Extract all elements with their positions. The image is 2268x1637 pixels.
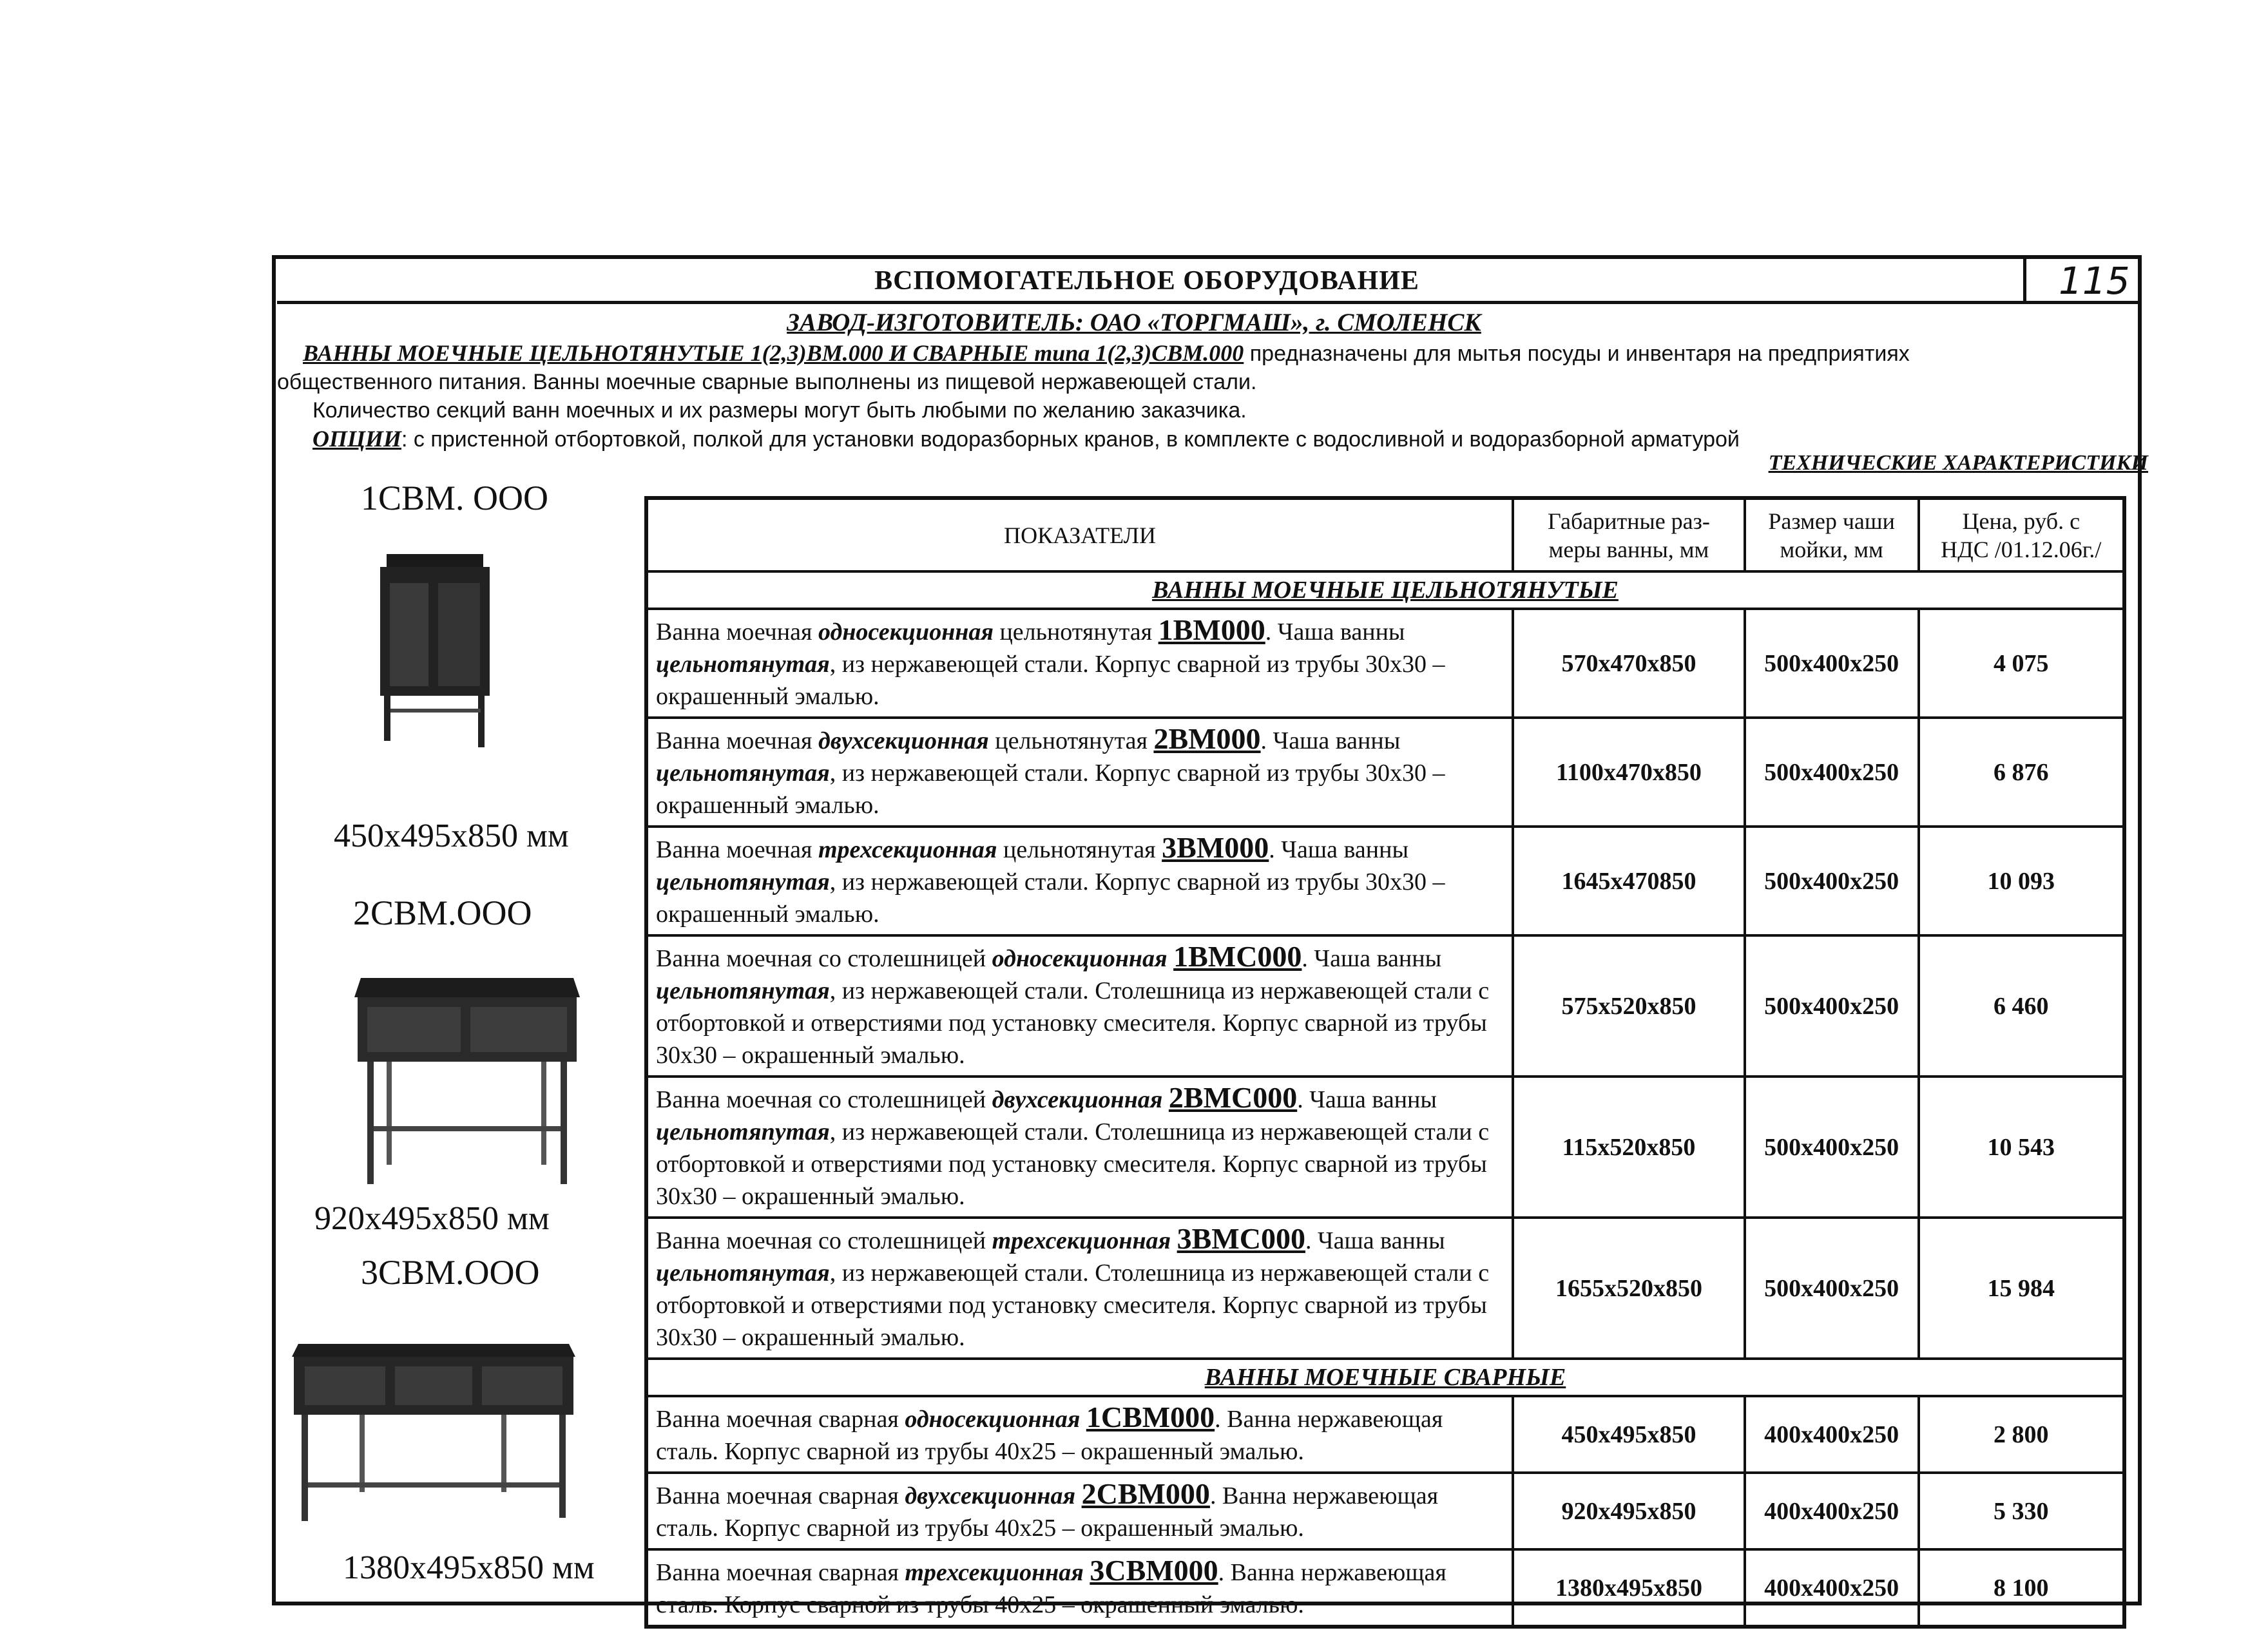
desc-model-code: 1ВМ000 — [1158, 613, 1265, 646]
section-row-seamless — [646, 571, 2124, 609]
desc-prefix: Ванна моечная сварная — [656, 1406, 905, 1433]
header-dimensions — [1513, 498, 1745, 571]
product-size-1: 450х495х850 мм — [334, 818, 569, 854]
cell-price: 4 075 — [1919, 609, 2124, 718]
desc-rest: . Ванна нержавеющая сталь. Корпус сварной из трубы 40х25 – окрашенный эмалью. — [656, 1406, 1443, 1465]
cell-dimensions: 1655х520х850 — [1513, 1218, 1745, 1359]
desc-middle: цельнотянутая — [988, 727, 1154, 754]
header-dimensions-line-1: Габаритные раз- — [1548, 508, 1710, 534]
cell-bowl-size: 400х400х250 — [1745, 1473, 1919, 1549]
purpose-text-b: общественного питания. Ванны моечные сварные выполнены из пищевой нержавеющей стали. — [277, 370, 1257, 394]
row-description — [646, 609, 1513, 718]
header-price-line-1: Цена, руб. с — [1962, 508, 2081, 534]
desc-middle: цельнотянутая — [997, 836, 1162, 863]
cell-price: 5 330 — [1919, 1473, 2124, 1549]
row-description — [646, 1396, 1513, 1473]
product-model-1: 1СВМ. ООО — [361, 479, 549, 517]
desc-rest: , из нержавеющей стали. Столешница из нержавеющей стали с отбортовкой и отверстиями под установку смесителя. Корпус сварной из трубы 30х30 – окрашенный эмалью. — [656, 1259, 1490, 1351]
desc-section-type: односекционная — [905, 1406, 1081, 1433]
cell-bowl-size: 500х400х250 — [1745, 718, 1919, 827]
page-number: 115 — [2059, 259, 2130, 303]
desc-section-type: односекционная — [818, 618, 994, 646]
product-model-3: 3СВМ.ООО — [361, 1253, 540, 1292]
header-price-line-2: НДС /01.12.06г./ — [1941, 536, 2102, 562]
desc-model-code: 1СВМ000 — [1086, 1401, 1215, 1433]
table-row — [646, 609, 2124, 718]
section-title-seamless: ВАННЫ МОЕЧНЫЕ ЦЕЛЬНОТЯНУТЫЕ — [646, 571, 2124, 609]
product-size-3: 1380х495х850 мм — [343, 1549, 595, 1586]
cell-bowl-size: 500х400х250 — [1745, 935, 1919, 1077]
cell-dimensions: 115х520х850 — [1513, 1077, 1745, 1218]
intro-text — [277, 339, 2133, 454]
row-description — [646, 1218, 1513, 1359]
desc-section-type: трехсекционная — [905, 1559, 1084, 1586]
table-row — [646, 1549, 2124, 1627]
washing-bath-2-illustration — [348, 972, 586, 1191]
desc-bowl-kind: цельнотянутая — [656, 868, 830, 895]
cell-dimensions: 1380х495х850 — [1513, 1549, 1745, 1627]
cell-dimensions: 1645х470850 — [1513, 827, 1745, 935]
desc-model-code: 2ВМ000 — [1153, 722, 1261, 755]
desc-prefix: Ванна моечная со столешницей — [656, 945, 992, 972]
desc-bowl-text: . Чаша ванны — [1269, 836, 1408, 863]
specification-table — [644, 496, 2126, 1629]
purpose-text-a: предназначены для мытья посуды и инвентаря на предприятиях — [1244, 341, 1910, 366]
desc-rest: . Ванна нержавеющая сталь. Корпус сварной из трубы 40х25 – окрашенный эмалью. — [656, 1559, 1446, 1618]
options-text: : с пристенной отбортовкой, полкой для установки водоразборных кранов, в комплекте с водосливной и водоразборной арматурой — [401, 427, 1740, 452]
header-bowl-line-1: Размер чаши — [1768, 508, 1895, 534]
desc-rest: , из нержавеющей стали. Корпус сварной из трубы 30х30 – окрашенный эмалью. — [656, 651, 1445, 710]
desc-bowl-kind: цельнотянутая — [656, 977, 830, 1004]
desc-bowl-text: . Чаша ванны — [1260, 727, 1401, 754]
table-row — [646, 1077, 2124, 1218]
desc-middle — [1168, 945, 1174, 972]
page-number-box — [2023, 259, 2139, 304]
cell-dimensions: 450х495х850 — [1513, 1396, 1745, 1473]
desc-prefix: Ванна моечная со столешницей — [656, 1227, 992, 1254]
cell-bowl-size: 500х400х250 — [1745, 1218, 1919, 1359]
row-description — [646, 1549, 1513, 1627]
desc-prefix: Ванна моечная — [656, 618, 818, 646]
desc-bowl-kind: цельнотянутая — [656, 1259, 830, 1287]
desc-bowl-kind: цельнотяпутая — [656, 1118, 830, 1145]
desc-rest: , из нержавеющей стали. Корпус сварной из трубы 30х30 – окрашенный эмалью. — [656, 868, 1445, 928]
desc-rest: , из нержавеющей стали. Столешница из нержавеющей стали с отбортовкой и отверстиями под установку смесителя. Корпус сварной из трубы 30х30 – окрашенный эмалью. — [656, 1118, 1490, 1210]
table-row — [646, 827, 2124, 935]
table-row — [646, 1218, 2124, 1359]
cell-price: 8 100 — [1919, 1549, 2124, 1627]
desc-model-code: 3ВМ000 — [1162, 831, 1269, 864]
cell-bowl-size: 500х400х250 — [1745, 1077, 1919, 1218]
table-row — [646, 935, 2124, 1077]
desc-rest: , из нержавеющей стали. Корпус сварной из трубы 30х30 – окрашенный эмалью. — [656, 760, 1445, 819]
cell-bowl-size: 500х400х250 — [1745, 827, 1919, 935]
desc-middle — [1171, 1227, 1177, 1254]
desc-prefix: Ванна моечная — [656, 836, 818, 863]
desc-section-type: двухсекционная — [818, 727, 989, 754]
cell-price: 6 876 — [1919, 718, 2124, 827]
cell-price: 10 543 — [1919, 1077, 2124, 1218]
header-indicators: ПОКАЗАТЕЛИ — [646, 498, 1513, 571]
header-bar — [277, 259, 2139, 304]
cell-bowl-size: 400х400х250 — [1745, 1549, 1919, 1627]
row-description — [646, 935, 1513, 1077]
product-names: ВАННЫ МОЕЧНЫЕ ЦЕЛЬНОТЯНУТЫЕ 1(2,3)ВМ.000 И СВАРНЫЕ типа 1(2,3)СВМ.000 — [303, 340, 1244, 366]
cell-dimensions: 1100х470х850 — [1513, 718, 1745, 827]
product-model-2: 2СВМ.ООО — [353, 894, 532, 932]
tech-characteristics-caption: ТЕХНИЧЕСКИЕ ХАРАКТЕРИСТИКИ — [1768, 451, 2148, 475]
header-bowl-size — [1745, 498, 1919, 571]
cell-dimensions: 920х495х850 — [1513, 1473, 1745, 1549]
page-title: ВСПОМОГАТЕЛЬНОЕ ОБОРУДОВАНИЕ — [874, 266, 1419, 296]
desc-prefix: Ванна моечная сварная — [656, 1482, 905, 1509]
desc-bowl-text: . Чаша ванны — [1297, 1086, 1437, 1113]
section-row-welded — [646, 1359, 2124, 1396]
desc-model-code: 2СВМ000 — [1081, 1477, 1210, 1510]
table-header-row — [646, 498, 2124, 571]
desc-section-type: односекционная — [992, 945, 1168, 972]
table-row — [646, 1473, 2124, 1549]
row-description — [646, 1473, 1513, 1549]
desc-bowl-kind: цельнотянутая — [656, 651, 830, 678]
desc-middle — [1162, 1086, 1169, 1113]
table-row — [646, 1396, 2124, 1473]
desc-bowl-text: . Чаша ванны — [1265, 618, 1405, 646]
desc-prefix: Ванна моечная со столешницей — [656, 1086, 992, 1113]
desc-section-type: двухсекционная — [992, 1086, 1163, 1113]
desc-model-code: 3СВМ000 — [1090, 1554, 1218, 1587]
desc-rest: , из нержавеющей стали. Столешница из нержавеющей стали с отбортовкой и отверстиями под установку смесителя. Корпус сварной из трубы 30х30 – окрашенный эмалью. — [656, 977, 1490, 1069]
header-dimensions-line-2: меры ванны, мм — [1548, 536, 1709, 562]
row-description — [646, 1077, 1513, 1218]
desc-model-code: 1ВМС000 — [1173, 940, 1302, 973]
desc-bowl-kind: цельнотянутая — [656, 760, 830, 787]
desc-middle: цельнотянутая — [993, 618, 1158, 646]
washing-bath-3-illustration — [289, 1337, 579, 1524]
desc-prefix: Ванна моечная — [656, 727, 818, 754]
sections-note: Количество секций ванн моечных и их размеры могут быть любыми по желанию заказчика. — [312, 398, 1247, 423]
section-title-welded: ВАННЫ МОЕЧНЫЕ СВАРНЫЕ — [646, 1359, 2124, 1396]
desc-model-code: 3ВМС000 — [1177, 1222, 1305, 1255]
cell-price: 10 093 — [1919, 827, 2124, 935]
desc-section-type: трехсекционная — [818, 836, 997, 863]
table-row — [646, 718, 2124, 827]
desc-prefix: Ванна моечная сварная — [656, 1559, 905, 1586]
cell-price: 2 800 — [1919, 1396, 2124, 1473]
options-label: ОПЦИИ — [312, 426, 402, 452]
desc-model-code: 2ВМС000 — [1168, 1081, 1298, 1114]
manufacturer-line: ЗАВОД-ИЗГОТОВИТЕЛЬ: ОАО «ТОРГМАШ», г. СМОЛЕНСК — [787, 309, 1481, 336]
desc-rest: . Ванна нержавеющая сталь. Корпус сварной из трубы 40х25 – окрашенный эмалью. — [656, 1482, 1439, 1542]
product-size-2: 920х495х850 мм — [314, 1200, 550, 1237]
cell-bowl-size: 400х400х250 — [1745, 1396, 1919, 1473]
desc-section-type: трехсекционная — [992, 1227, 1171, 1254]
row-description — [646, 718, 1513, 827]
cell-price: 6 460 — [1919, 935, 2124, 1077]
desc-bowl-text: . Чаша ванны — [1305, 1227, 1445, 1254]
cell-price: 15 984 — [1919, 1218, 2124, 1359]
header-bowl-line-2: мойки, мм — [1780, 536, 1883, 562]
cell-dimensions: 575х520х850 — [1513, 935, 1745, 1077]
cell-bowl-size: 500х400х250 — [1745, 609, 1919, 718]
header-price — [1919, 498, 2124, 571]
desc-section-type: двухсекционная — [905, 1482, 1076, 1509]
row-description — [646, 827, 1513, 935]
washing-bath-1-illustration — [361, 548, 515, 754]
desc-bowl-text: . Чаша ванны — [1302, 945, 1442, 972]
cell-dimensions: 570х470х850 — [1513, 609, 1745, 718]
